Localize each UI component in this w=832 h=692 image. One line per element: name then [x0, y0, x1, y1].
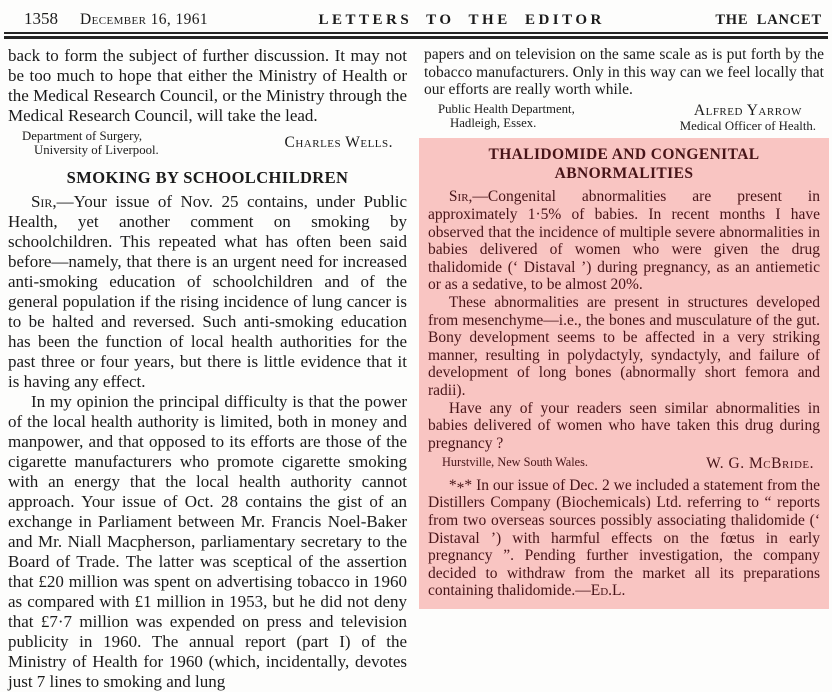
journal-name: THE LANCET: [715, 12, 822, 28]
editor-note-text: In our issue of Dec. 2 we included a statement from the Distillers Company (Biochemicals) Ltd. referring to “ reports from two overseas sources possibly associating thalidomide (‘ Distaval ’) with harmful effects on the fœtus in early pregnancy ”. Pending further investigation, the company decided to withdraw from the market all its preparations containing thalidomide.—: [428, 476, 820, 600]
header-rule-thick: [4, 36, 828, 39]
yarrow-name-block: [680, 102, 816, 134]
thalidomide-heading-line1: THALIDOMIDE AND CONGENITAL: [488, 146, 760, 164]
mcbride-address: Hurstville, New South Wales.: [442, 455, 588, 470]
header-rule: [4, 32, 828, 39]
wells-letter-continuation: back to form the subject of further discussion. It may not be too much to hope that either the Ministry of Health or the Medical Research Council, or the Ministry through the Medical Research Council, will take the lead.: [8, 46, 407, 125]
yarrow-signature-role: Medical Officer of Health.: [679, 119, 816, 134]
wells-address-line1: Department of Surgery,: [22, 129, 143, 143]
mcbride-signature-name: W. G. McBride.: [706, 455, 814, 473]
salutation-sir: Sir,: [30, 192, 57, 211]
yarrow-address: [424, 102, 575, 134]
section-title: LETTERS TO THE EDITOR: [318, 12, 605, 28]
issue-date: December 16, 1961: [80, 11, 209, 28]
left-column: [8, 46, 407, 692]
smoking-letter-paragraph-2: In my opinion the principal difficulty is that the power of the local health authority is limited, both in money and manpower, and that opposed to its efforts are those of the cigarette manufacturers who promote cigarette smoking with an energy that the local health authority cannot approach. Your issue of Oct. 28 contains the gist of an exchange in Parliament between Mr. Francis Noel-Baker and Mr. Niall Macpherson, parliamentary secretary to the Board of Trade. The latter was sceptical of the assertion that £20 million was spent on advertising tobacco in 1960 as compared with £1 million in 1953, but he did not deny that £7·7 million was expended on press and television publicity in 1960. The annual report (part I) of the Ministry of Health for 1960 (which, incidentally, devotes just 7 lines to smoking and lung: [8, 392, 407, 691]
thalidomide-paragraph-2: These abnormalities are present in structures developed from mesenchyme—i.e., the bones and musculature of the gut. Bony development seems to be affected in a very striking manner, resulting in polydactyly, syndactyly, and failure of development of long bones (abnormally short femora and radii).: [428, 293, 820, 399]
yarrow-address-line2: Hadleigh, Essex.: [450, 115, 537, 130]
wells-signature-name: Charles Wells.: [284, 134, 393, 151]
header-rule-thin: [4, 32, 828, 34]
editor-note-asterism: ***: [448, 476, 473, 497]
smoking-letter-paragraph-1: [8, 192, 407, 392]
thalidomide-paragraph-3: Have any of your readers seen similar abnormalities in babies delivered of women who have taken this drug during pregnancy ?: [428, 399, 820, 452]
two-column-body: [0, 44, 832, 692]
page-number: 1358: [24, 9, 58, 28]
smoking-letter-paragraph-1-text: —Your issue of Nov. 25 contains, under Public Health, yet another comment on smoking by schoolchildren. This repeated what has often been said before—namely, that there is an urgent need for increased anti-smoking education of schoolchildren and of the general population if the rising incidence of lung cancer is to be halted and reversed. Such anti-smoking education has been the function of local health authorities for the past three or four years, but there is little evidence that it is having any effect.: [8, 192, 407, 391]
yarrow-letter-continuation: papers and on television on the same scale as is put forth by the tobacco manufacturers. Only in this way can we feel locally that our efforts are really worth while.: [424, 46, 824, 99]
page-header: [0, 0, 832, 31]
right-column: [424, 46, 824, 692]
yarrow-signature-block: [424, 102, 824, 134]
mcbride-signature-block: [428, 455, 820, 473]
salutation-sir: Sir,: [448, 188, 473, 206]
thalidomide-letter-highlight: [419, 138, 829, 609]
yarrow-address-line1: Public Health Department,: [438, 101, 575, 116]
wells-signature-block: [8, 129, 407, 157]
thalidomide-paragraph-1-text: —Congenital abnormalities are present in approximately 1·5% of babies. In recent months I have observed that the incidence of multiple severe abnormalities in babies delivered of women who were given the drug thalidomide (‘ Distaval ’) during pregnancy, as an antiemetic or as a sedative, to be almost 20%.: [428, 188, 820, 294]
wells-address: [8, 129, 159, 157]
smoking-letter-heading: SMOKING BY SCHOOLCHILDREN: [66, 168, 349, 187]
thalidomide-heading-line2: ABNORMALITIES: [554, 164, 694, 182]
yarrow-signature-name: Alfred Yarrow: [693, 101, 802, 119]
wells-address-line2: University of Liverpool.: [34, 143, 159, 157]
thalidomide-letter-heading: [428, 146, 820, 183]
thalidomide-paragraph-1: [428, 188, 820, 294]
editor-note-signature: Ed.L.: [590, 582, 626, 600]
editor-note: [428, 477, 820, 600]
